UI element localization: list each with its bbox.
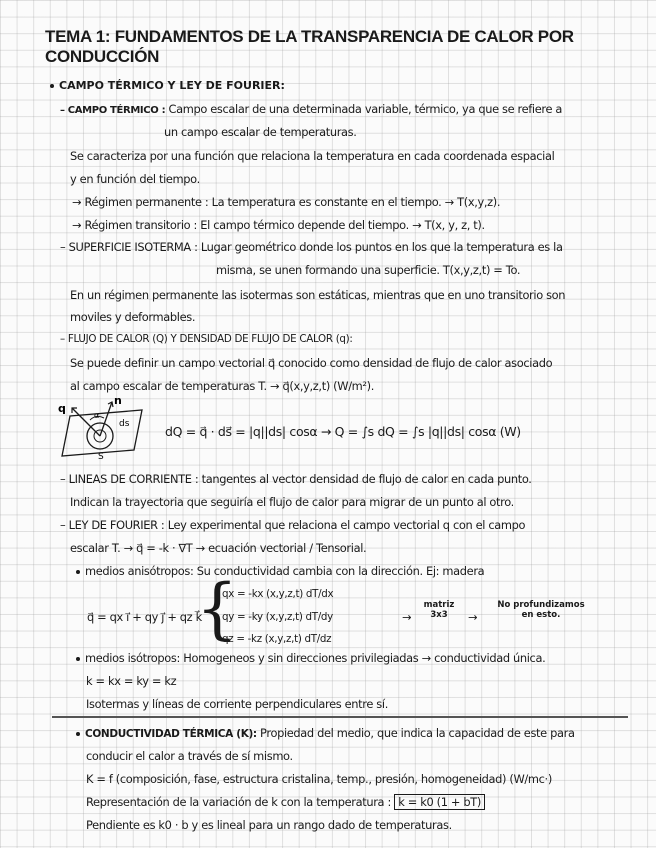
lineas-corriente-line2: Indican la trayectoria que seguiría el flujo de calor para migrar de un punto al otro. [70, 495, 514, 509]
flux-surface-diagram [52, 396, 156, 460]
n-vector-label: n [114, 396, 122, 407]
bullet-icon [76, 657, 80, 661]
system-brace: { [196, 570, 238, 647]
lineas-corriente-line1: – LINEAS DE CORRIENTE : tangentes al vector densidad de flujo de calor en cada punto. [60, 472, 532, 486]
no-profundizamos-line2: en esto. [521, 610, 561, 620]
anisotropic-eq-x: qx = -kx (x,y,z,t) dT/dx [222, 588, 334, 600]
ley-fourier-line2: escalar T. → q⃗ = -k · ∇T → ecuación vectorial / Tensorial. [70, 541, 367, 555]
campo-termico-def [60, 102, 562, 116]
bullet-icon [76, 570, 80, 574]
anisotropic-eq-z: qz = -kz (x,y,z,t) dT/dz [222, 633, 332, 645]
conductividad-heading: CONDUCTIVIDAD TÉRMICA (K): [85, 728, 257, 740]
isotermas-note-line1: En un régimen permanente las isotermas son estáticas, mientras que en uno transitorio son [70, 288, 566, 302]
conductividad-function: K = f (composición, fase, estructura cristalina, temp., presión, homogeneidad) (W/mc·) [86, 772, 552, 786]
regimen-transitorio: → Régimen transitorio : El campo térmico depende del tiempo. → T(x, y, z, t). [72, 218, 485, 232]
conductividad-line1-rest: Propiedad del medio, que indica la capacidad de este para [256, 726, 575, 740]
campo-termico-label: – CAMPO TÉRMICO : [60, 105, 166, 116]
matrix-note-line1: matriz [423, 600, 455, 610]
campo-termico-def-line2: un campo escalar de temperaturas. [164, 125, 357, 139]
conductividad-representacion-text: Representación de la variación de k con la temperatura : [86, 795, 391, 809]
anisotropic-eq-y: qy = -ky (x,y,z,t) dT/dy [222, 611, 333, 623]
section-heading-text: CAMPO TÉRMICO Y LEY DE FOURIER: [59, 79, 285, 92]
medios-isotropos [76, 651, 545, 665]
ds-label: ds [119, 419, 130, 429]
flujo-calor-line2: al campo escalar de temperaturas T. → q⃗(x,y,z,t) (W/m²). [70, 379, 375, 393]
section-heading-campo-termico [50, 79, 285, 92]
flujo-calor-line1: Se puede definir un campo vectorial q⃗ conocido como densidad de flujo de calor asociado [70, 356, 553, 370]
k-isotropic-equation: k = kx = ky = kz [86, 674, 177, 688]
alpha-label: α [94, 411, 100, 420]
q-vector-label: q [58, 402, 66, 415]
isotermas-note-line2: moviles y deformables. [70, 310, 196, 324]
superficie-isoterma-line1: – SUPERFICIE ISOTERMA : Lugar geométrico donde los puntos en los que la temperatura es la [60, 240, 563, 254]
section-divider [52, 716, 628, 718]
campo-termico-char-line2: y en función del tiempo. [70, 172, 200, 186]
ley-fourier-line1: – LEY DE FOURIER : Ley experimental que relaciona el campo vectorial q con el campo [60, 518, 526, 532]
matrix-note-line2: 3x3 [430, 610, 448, 620]
no-profundizamos-note [486, 600, 596, 620]
medios-anisotropos [76, 564, 484, 578]
superficie-isoterma-line2: misma, se unen formando una superficie. T(x,y,z,t) = To. [216, 263, 521, 277]
campo-termico-def-line1: Campo escalar de una determinada variable, térmico, ya que se refiere a [168, 102, 563, 116]
medios-anisotropos-text: medios anisótropos: Su conductividad cambia con la dirección. Ej: madera [85, 564, 485, 578]
page-title-line1: TEMA 1: FUNDAMENTOS DE LA TRANSPARENCIA DE CALOR POR [45, 27, 574, 46]
flux-vector-components: q⃗ = qx i⃗ + qy j⃗ + qz k⃗ [87, 610, 202, 624]
bullet-icon [50, 84, 54, 88]
page-title-line2: CONDUCCIÓN [45, 47, 160, 66]
no-profundizamos-line1: No profundizamos [497, 600, 585, 610]
isotermas-perpendiculares-note: Isotermas y líneas de corriente perpendiculares entre sí. [86, 697, 388, 711]
campo-termico-char-line1: Se caracteriza por una función que relaciona la temperatura en cada coordenada espacial [70, 149, 555, 163]
medios-isotropos-text: medios isótropos: Homogeneos y sin direcciones privilegiadas → conductividad única. [85, 651, 546, 665]
flujo-calor-heading: – FLUJO DE CALOR (Q) Y DENSIDAD DE FLUJO DE CALOR (q): [60, 333, 353, 345]
regimen-permanente: → Régimen permanente : La temperatura es constante en el tiempo. → T(x,y,z). [72, 195, 501, 209]
arrow-icon: → [402, 610, 412, 624]
normal-vector-line [100, 402, 112, 436]
conductividad-representacion [86, 795, 485, 809]
flux-integral-formula: dQ = q⃗ · ds⃗ = |q||ds| cosα → Q = ∫s dQ = ∫s |q||ds| cosα (W) [165, 424, 521, 439]
arrow-icon: → [468, 610, 478, 624]
bullet-icon [76, 732, 80, 736]
conductividad-pendiente: Pendiente es k0 · b y es lineal para un rango dado de temperaturas. [86, 818, 452, 832]
conductividad-line2: conducir el calor a través de sí mismo. [86, 749, 293, 763]
conductividad-line1 [76, 726, 575, 740]
k-temperature-equation-box: k = k0 (1 + bT) [394, 794, 485, 810]
s-label: S [98, 452, 104, 460]
matrix-note [417, 600, 461, 620]
